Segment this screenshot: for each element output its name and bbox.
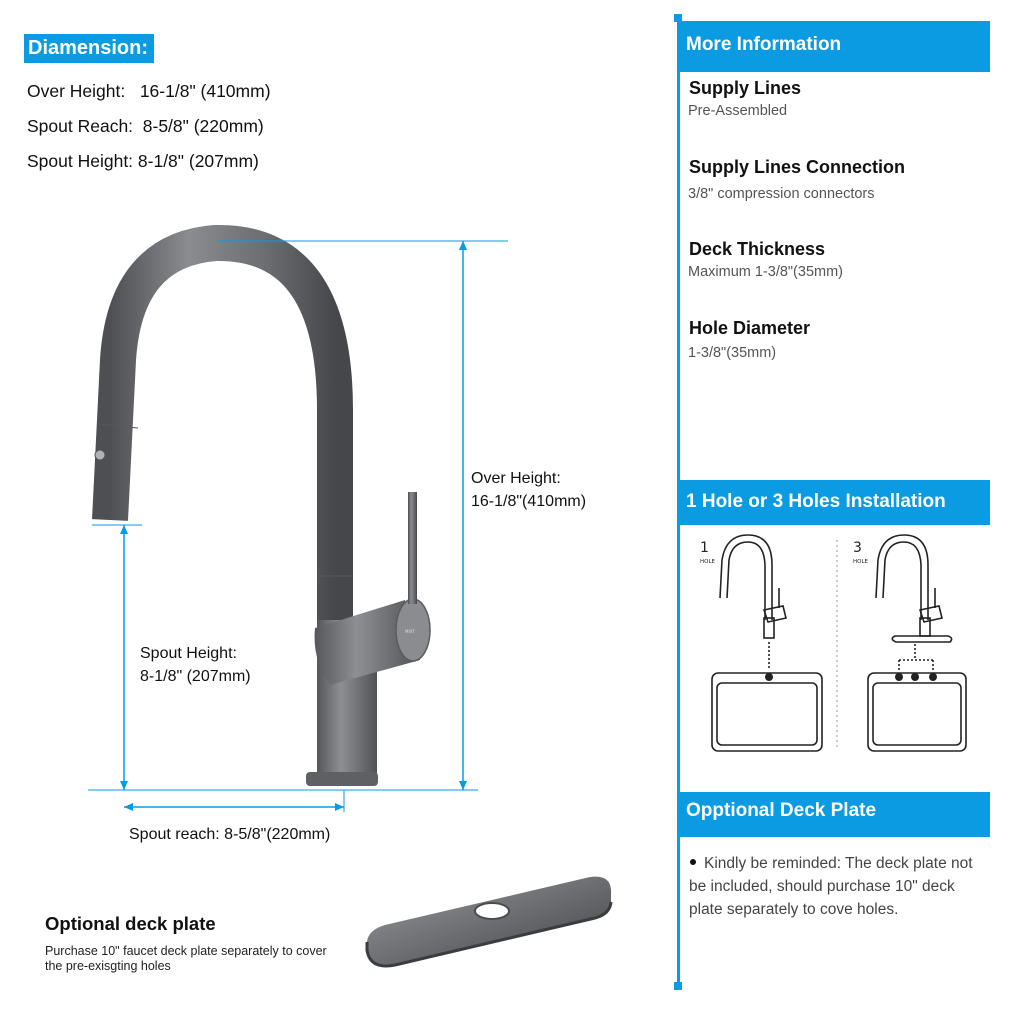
over-height-label: Over Height: [471, 470, 561, 487]
info-value-deck-thickness: Maximum 1-3/8"(35mm) [688, 264, 844, 280]
info-title-deck-thickness: Deck Thickness [689, 239, 826, 259]
one-hole-label: HOLE [700, 559, 716, 565]
faucet-spout [95, 243, 353, 620]
deck-plate-note-text: Kindly be reminded: The deck plate not be included, should purchase 10" deck plate separately to cove holes. [689, 855, 973, 918]
optional-plate-title: Optional deck plate [45, 913, 216, 934]
spout-height-label: Spout Height: [140, 645, 237, 662]
one-hole-number: 1 [700, 540, 709, 556]
info-value-supply-lines: Pre-Assembled [688, 103, 788, 119]
info-title-supply-connection: Supply Lines Connection [689, 157, 906, 177]
over-height-value: 16-1/8"(410mm) [471, 493, 587, 510]
spray-button-icon [95, 450, 105, 460]
more-info-header: More Information [680, 21, 990, 72]
installation-diagram [690, 530, 990, 760]
over-height-spec: Over Height: 16-1/8" (410mm) [27, 81, 271, 101]
info-title-hole-diameter: Hole Diameter [689, 318, 811, 338]
svg-text:MIXT: MIXT [405, 629, 415, 634]
deck-plate-header: Opptional Deck Plate [680, 792, 990, 837]
spout-reach-dimension [124, 790, 344, 812]
three-hole-number: 3 [853, 540, 862, 556]
optional-plate-description: Purchase 10" faucet deck plate separately to cover the pre-exisgting holes [45, 944, 327, 973]
installation-header: 1 Hole or 3 Holes Installation [680, 480, 990, 525]
info-value-supply-connection: 3/8" compression connectors [688, 186, 875, 202]
info-value-hole-diameter: 1-3/8"(35mm) [688, 345, 777, 361]
three-hole-label: HOLE [853, 559, 869, 565]
bullet-icon [690, 859, 696, 865]
spout-reach-label: Spout reach: 8-5/8"(220mm) [129, 826, 331, 843]
dimension-title: Diamension: [24, 34, 154, 63]
spout-height-value: 8-1/8" (207mm) [140, 668, 251, 685]
deck-plate-note [689, 852, 989, 921]
spout-height-dimension [92, 525, 142, 790]
rail-bottom-cap [674, 982, 682, 990]
spout-reach-spec: Spout Reach: 8-5/8" (220mm) [27, 116, 264, 136]
deck-plate-image [367, 877, 611, 966]
info-title-supply-lines: Supply Lines [689, 78, 802, 98]
spout-height-spec: Spout Height: 8-1/8" (207mm) [27, 151, 259, 171]
